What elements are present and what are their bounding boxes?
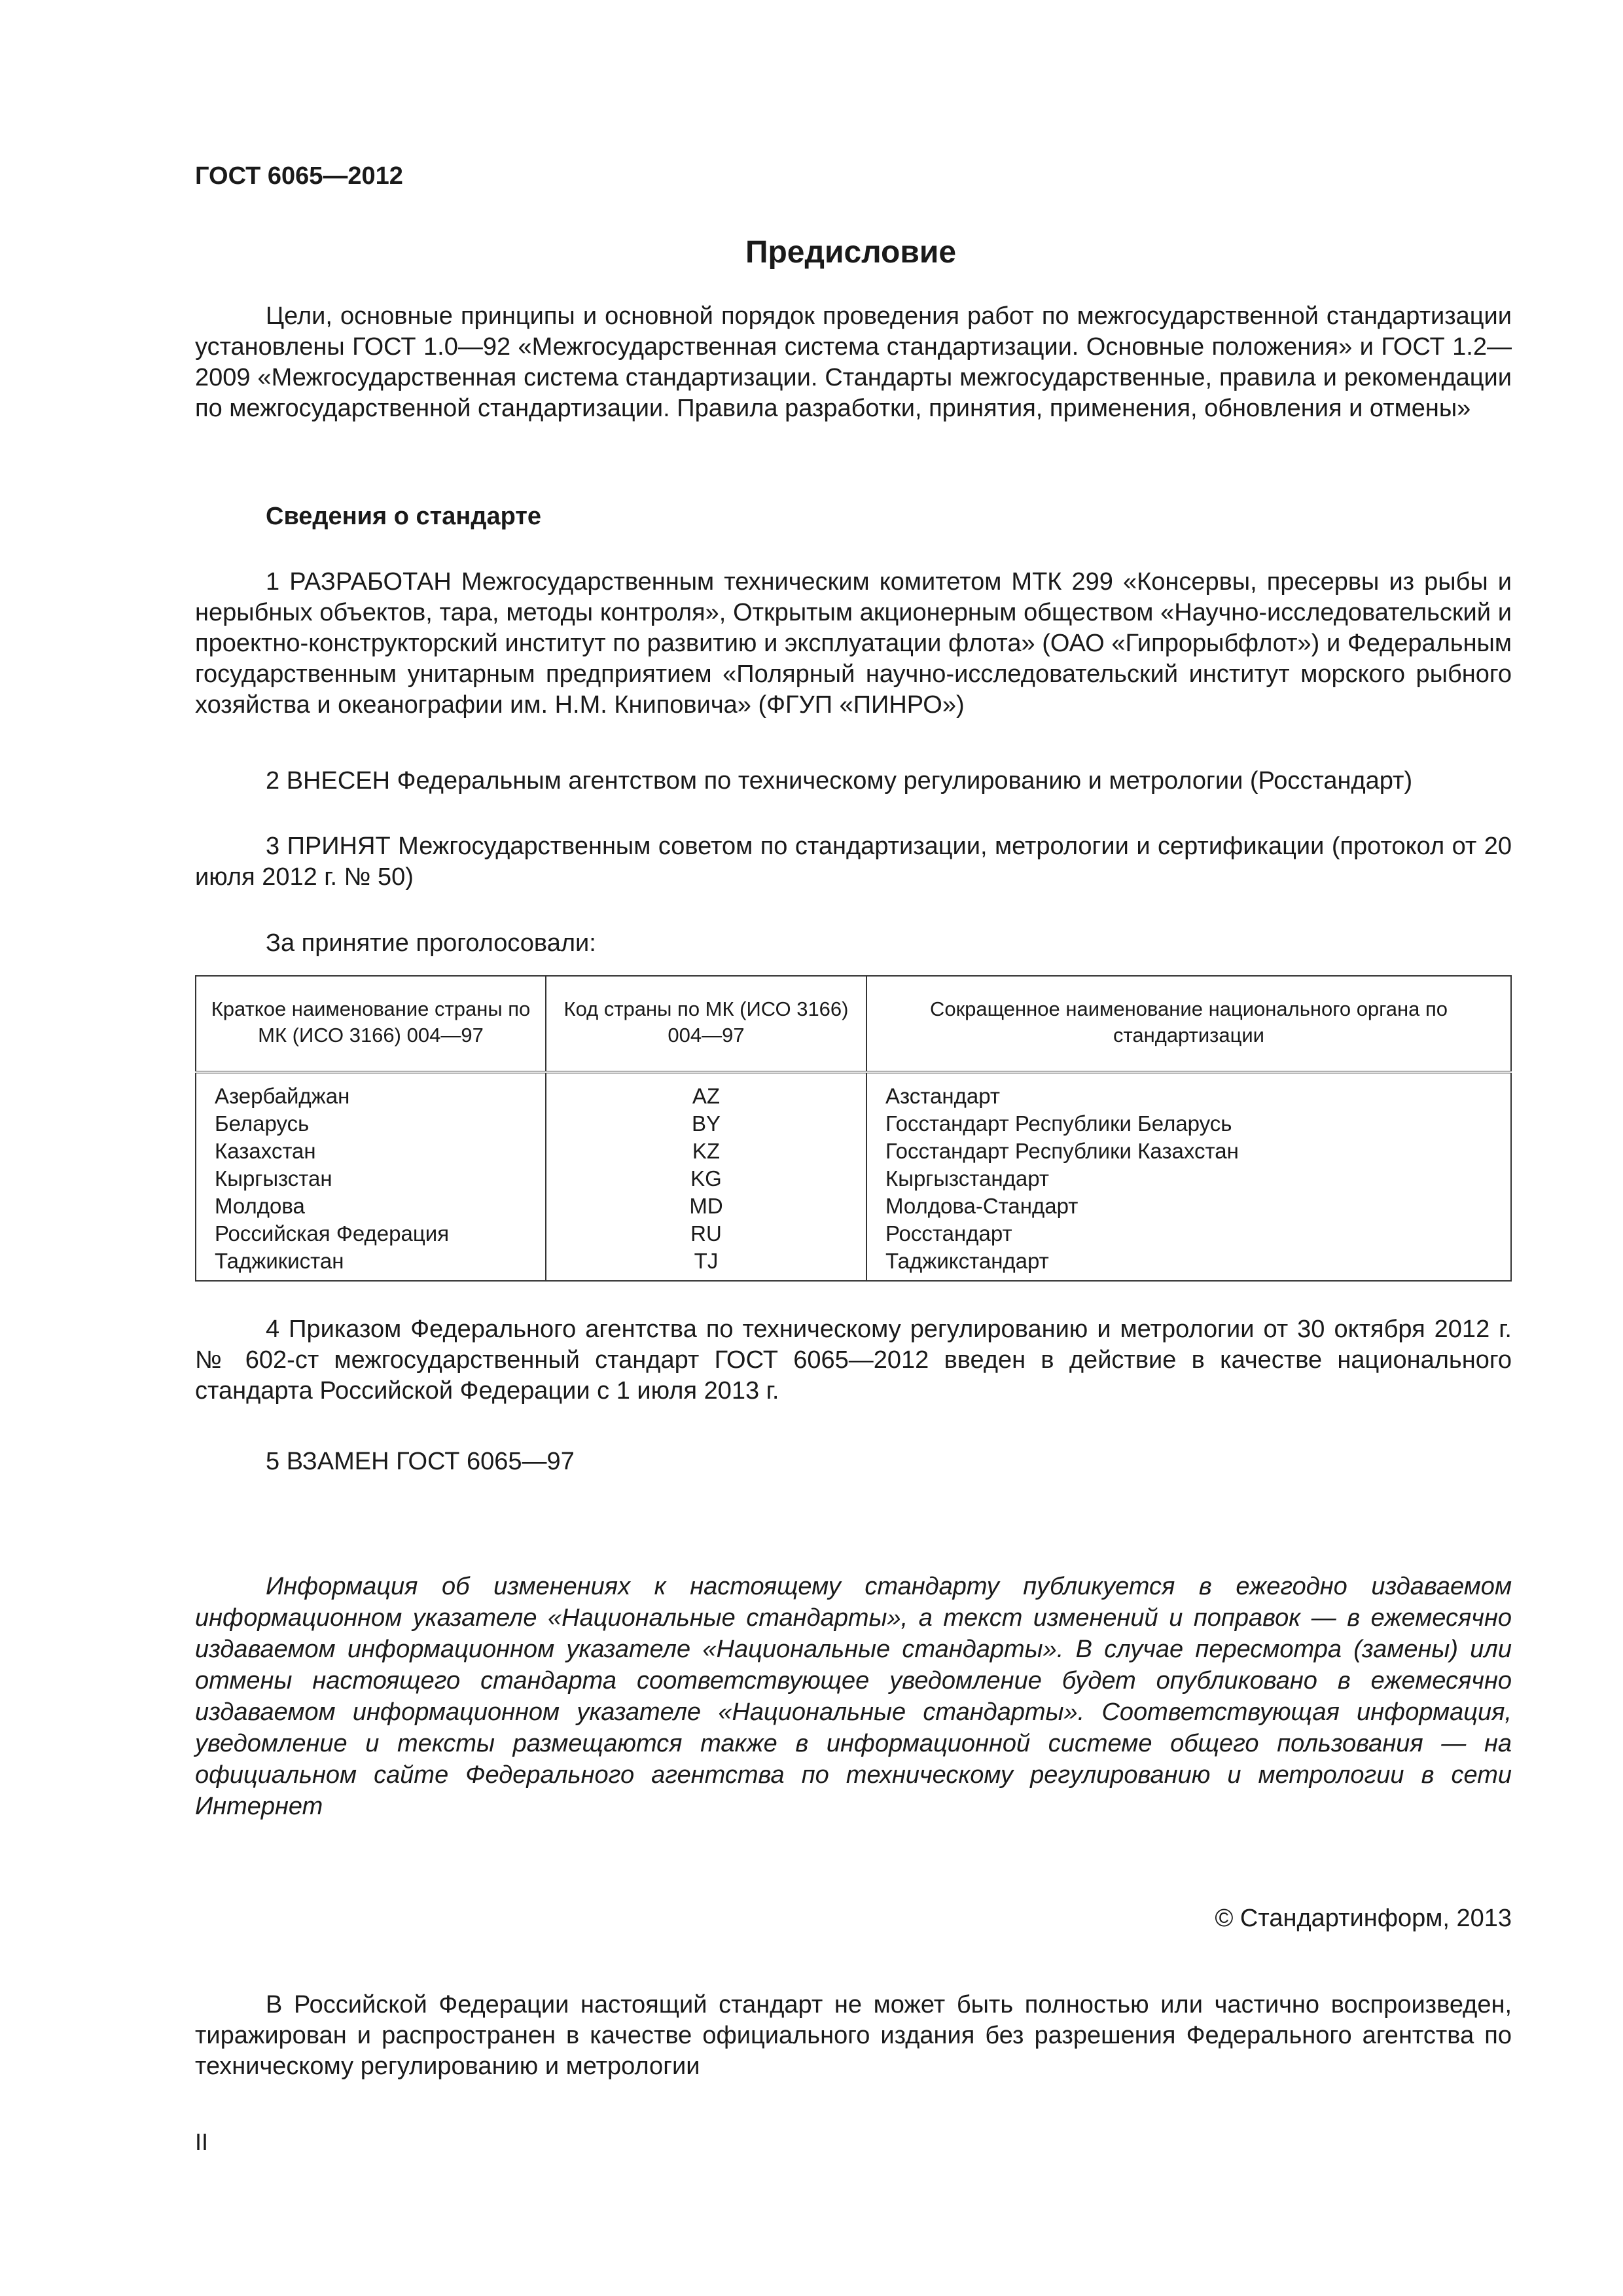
code-cell: RU [546,1220,866,1247]
code-cell: KZ [546,1138,866,1165]
code-cell: BY [546,1110,866,1138]
voting-table [195,975,1512,1282]
column-header-code: Код страны по МК (ИСО 3166) 004—97 [546,976,866,1072]
table-row [196,1110,1511,1138]
country-cell: Беларусь [196,1110,546,1138]
table-row [196,1165,1511,1193]
table-row [196,1220,1511,1247]
body-cell: Госстандарт Республики Беларусь [866,1110,1511,1138]
code-cell: KG [546,1165,866,1193]
item-order: 4 Приказом Федерального агентства по техническому регулированию и метрологии от 30 октября 2012 г. № 602-ст межгосударственный стандарт ГОСТ 6065—2012 введен в действие в качестве национального стандарта Российской Федерации с 1 июля 2013 г. [195,1316,1512,1405]
column-header-body: Сокращенное наименование национального органа по стандартизации [866,976,1511,1072]
item-adopted: 3 ПРИНЯТ Межгосударственным советом по стандартизации, метрологии и сертификации (протокол от 20 июля 2012 г. № 50) [195,833,1512,891]
table-row [196,1138,1511,1165]
changes-info-note: Информация об изменениях к настоящему стандарту публикуется в ежегодно издаваемом информационном указателе «Национальные стандарты», а текст изменений и поправок — в ежемесячно издаваемом информационном указателе «Национальные стандарты». В случае пересмотра (замены) или отмены настоящего стандарта соответствующее уведомление будет опубликовано в ежемесячно издаваемом информационном указателе «Национальные стандарты». Соответствующая информация, уведомление и тексты размещаются также в информационной системе общего пользования — на официальном сайте Федерального агентства по техническому регулированию и метрологии в сети Интернет [195,1573,1512,1820]
table-row [196,1247,1511,1281]
item-introduced: 2 ВНЕСЕН Федеральным агентством по техническому регулированию и метрологии (Росстандарт) [266,767,1413,795]
body-cell: Росстандарт [866,1220,1511,1247]
document-id-header: ГОСТ 6065—2012 [195,162,403,190]
code-cell: AZ [546,1072,866,1110]
table-row [196,1193,1511,1220]
country-cell: Молдова [196,1193,546,1220]
country-cell: Кыргызстан [196,1165,546,1193]
body-cell: Кыргызстандарт [866,1165,1511,1193]
country-cell: Российская Федерация [196,1220,546,1247]
body-cell: Молдова-Стандарт [866,1193,1511,1220]
standard-info-heading: Сведения о стандарте [266,503,542,530]
column-header-country: Краткое наименование страны по МК (ИСО 3166) 004—97 [196,976,546,1072]
country-cell: Таджикистан [196,1247,546,1281]
item-replaces: 5 ВЗАМЕН ГОСТ 6065—97 [266,1448,575,1475]
country-cell: Казахстан [196,1138,546,1165]
copyright-line: © Стандартинформ, 2013 [1215,1905,1512,1932]
page-title: Предисловие [745,235,957,270]
reproduction-rights-paragraph: В Российской Федерации настоящий стандарт не может быть полностью или частично воспроизведен, тиражирован и распространен в качестве официального издания без разрешения Федерального агентства по техническому регулированию и метрологии [195,1991,1512,2080]
code-cell: TJ [546,1247,866,1281]
intro-paragraph: Цели, основные принципы и основной порядок проведения работ по межгосударственной стандартизации установлены ГОСТ 1.0—92 «Межгосударственная система стандартизации. Основные положения» и ГОСТ 1.2—2009 «Межгосударственная система стандартизации. Стандарты межгосударственные, правила и рекомендации по межгосударственной стандартизации. Правила разработки, принятия, применения, обновления и отмены» [195,302,1512,422]
body-cell: Госстандарт Республики Казахстан [866,1138,1511,1165]
country-cell: Азербайджан [196,1072,546,1110]
body-cell: Таджикстандарт [866,1247,1511,1281]
item-developed: 1 РАЗРАБОТАН Межгосударственным техническим комитетом МТК 299 «Консервы, пресервы из рыбы и нерыбных объектов, тара, методы контроля», Открытым акционерным обществом «Научно-исследовательский и проектно-конструкторский институт по развитию и эксплуатации флота» (ОАО «Гипрорыбфлот») и Федеральным государственным унитарным предприятием «Полярный научно-исследовательский институт морского рыбного хозяйства и океанографии им. Н.М. Книповича» (ФГУП «ПИНРО») [195,568,1512,719]
code-cell: MD [546,1193,866,1220]
table-header-row [196,976,1511,1072]
body-cell: Азстандарт [866,1072,1511,1110]
page-number: II [195,2128,209,2155]
voted-label: За принятие проголосовали: [266,929,596,957]
table-row [196,1072,1511,1110]
